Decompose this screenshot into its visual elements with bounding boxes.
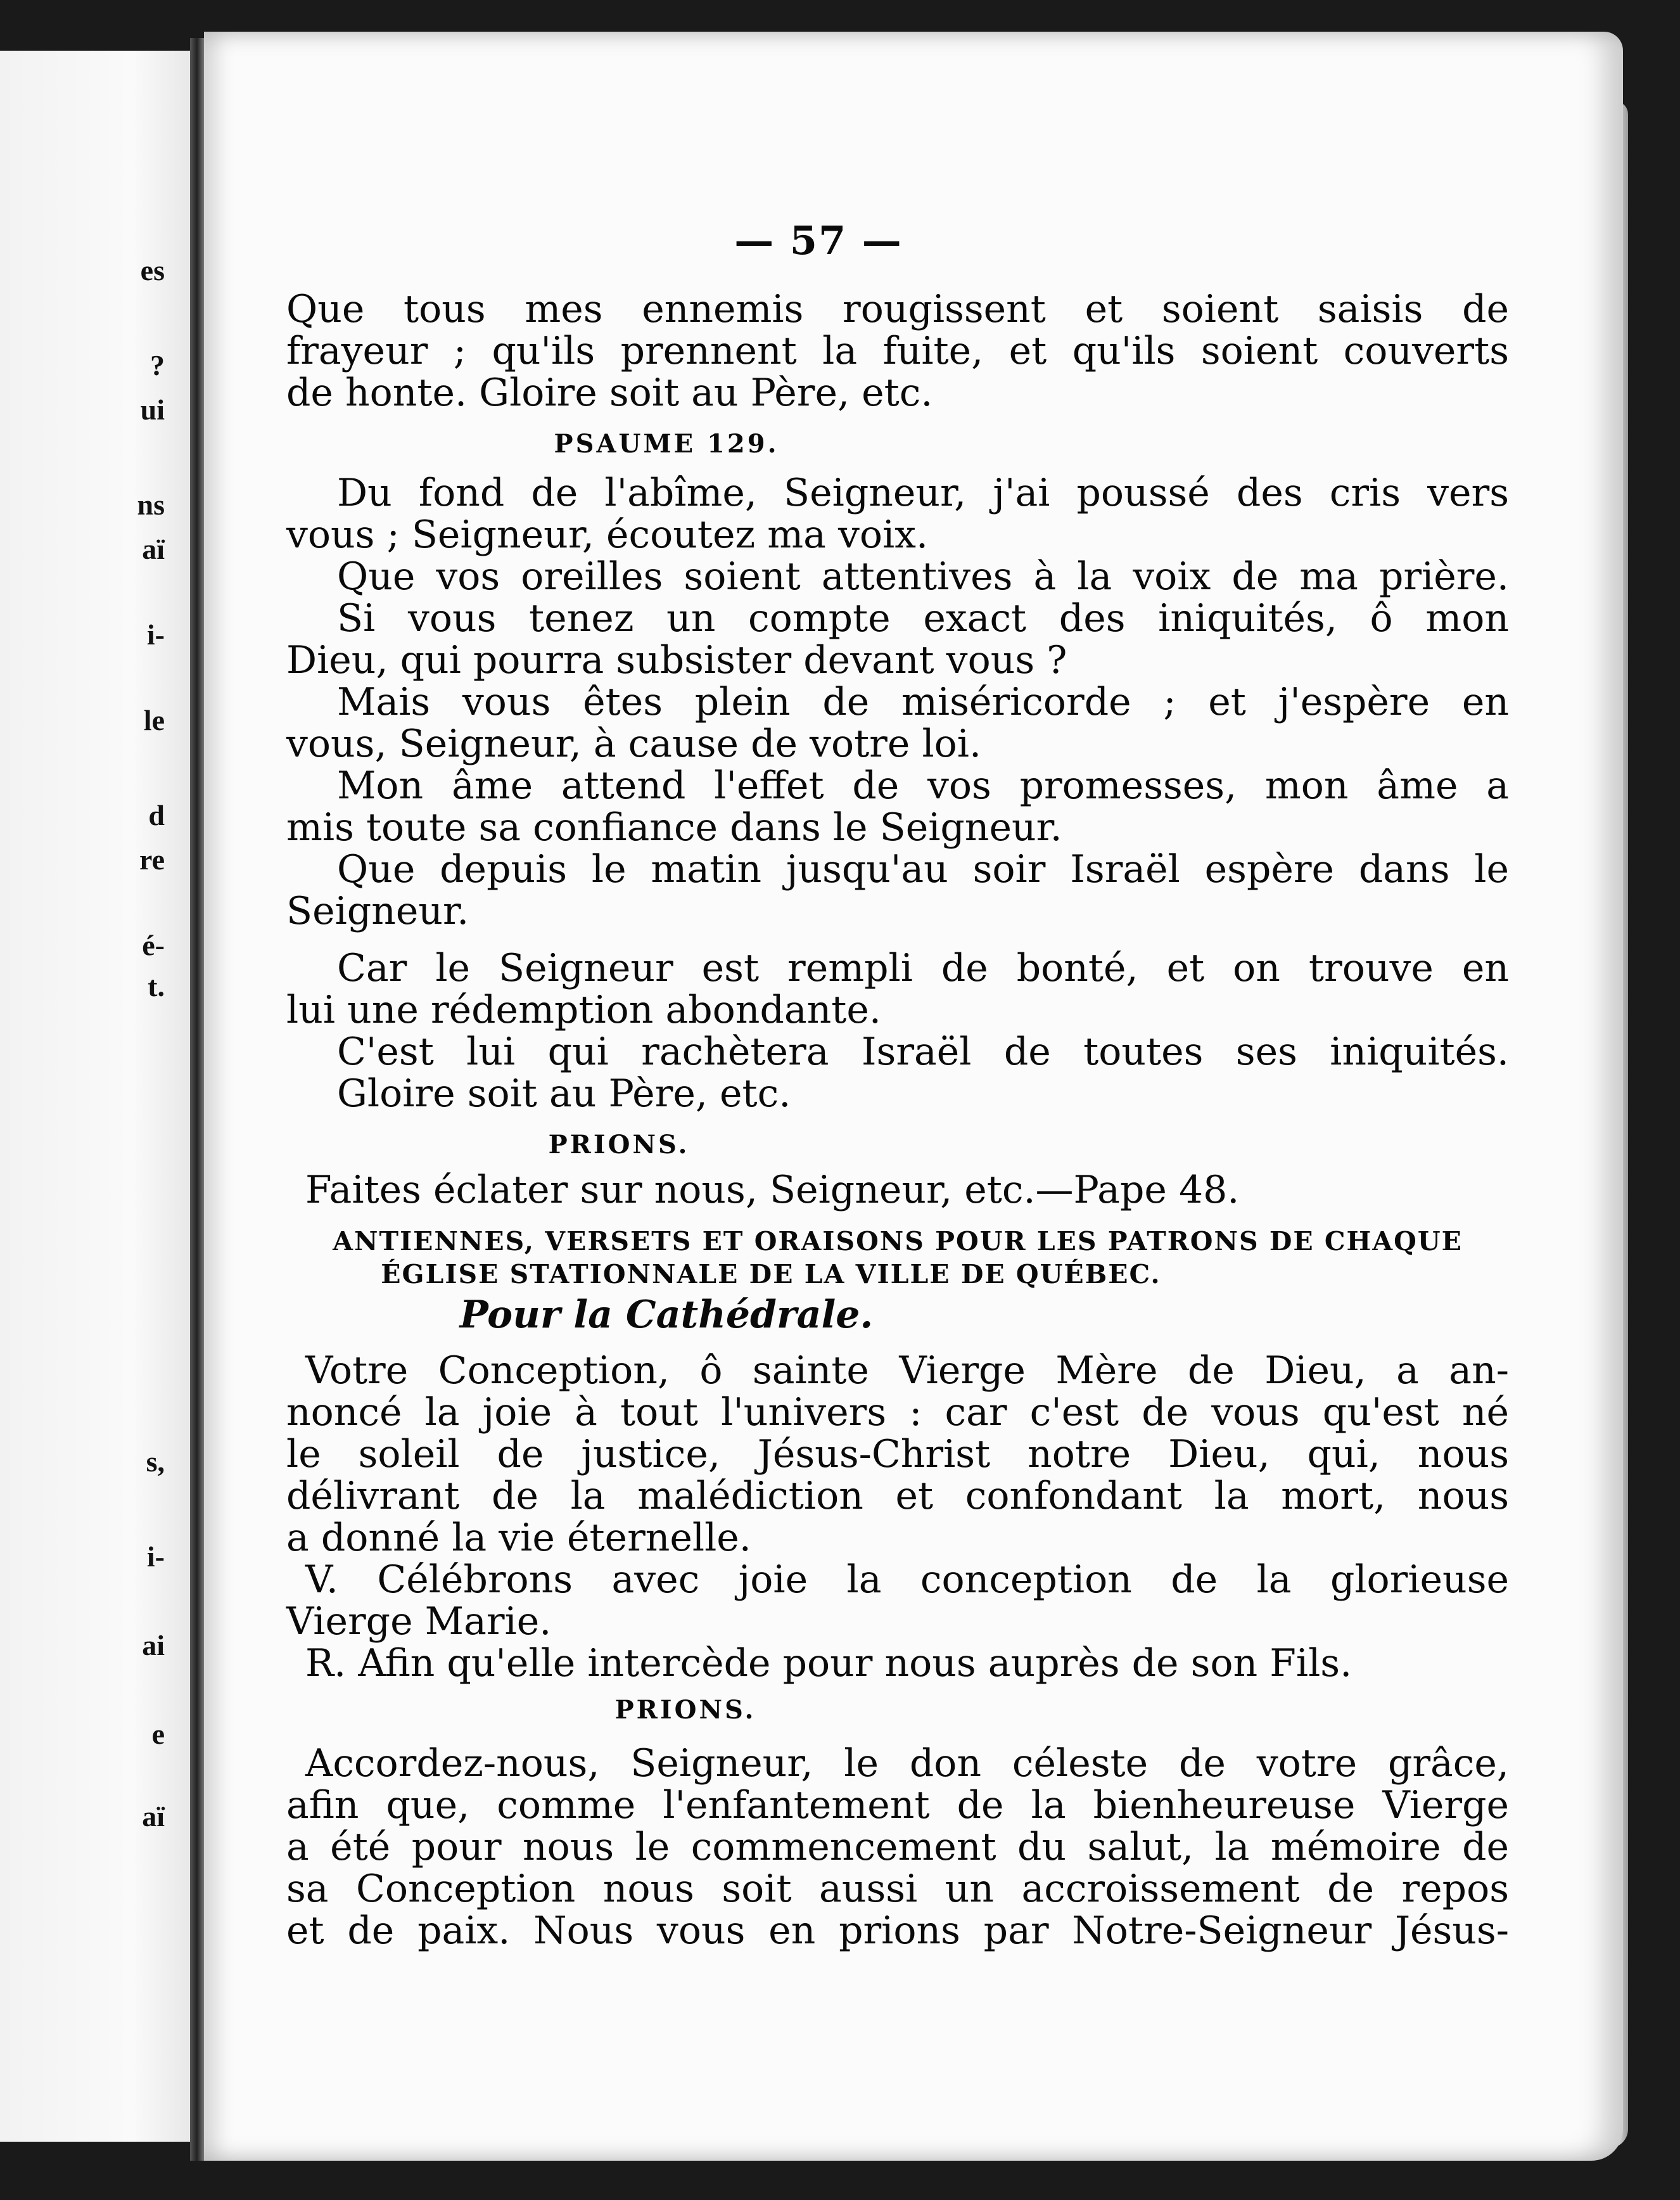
left-fragment: ns <box>137 489 165 521</box>
text-line: mis toute sa confiance dans le Seigneur. <box>286 805 1062 850</box>
left-fragment: aï <box>142 1800 165 1832</box>
text-line: noncé la joie à tout l'univers : car c'est de vous qu'est né <box>286 1390 1509 1435</box>
prions-heading: PRIONS. <box>548 1130 690 1160</box>
text-line: le soleil de justice, Jésus-Christ notre Dieu, qui, nous <box>286 1432 1509 1476</box>
text-line: afin que, comme l'enfantement de la bienheureuse Vierge <box>286 1783 1509 1827</box>
left-page <box>0 51 190 2142</box>
section-heading: ÉGLISE STATIONNALE DE LA VILLE DE QUÉBEC. <box>381 1259 1161 1289</box>
text-line: vous, Seigneur, à cause de votre loi. <box>286 722 982 766</box>
left-fragment: ai <box>142 1629 165 1661</box>
text-line: vous ; Seigneur, écoutez ma voix. <box>286 513 929 557</box>
left-fragment: re <box>139 843 165 876</box>
left-fragment: d <box>148 799 165 831</box>
text-line: sa Conception nous soit aussi un accroissement de repos <box>286 1867 1509 1911</box>
text-line: Vierge Marie. <box>286 1599 552 1644</box>
left-fragment: é- <box>142 929 165 961</box>
text-line: Car le Seigneur est rempli de bonté, et on trouve en <box>337 946 1509 990</box>
section-heading: ANTIENNES, VERSETS ET ORAISONS POUR LES PATRONS DE CHAQUE <box>333 1226 1463 1257</box>
left-fragment: es <box>140 254 165 286</box>
text-line: Du fond de l'abîme, Seigneur, j'ai poussé des cris vers <box>337 471 1509 515</box>
text-line: C'est lui qui rachètera Israël de toutes ses iniquités. <box>337 1030 1509 1074</box>
text-line: Mais vous êtes plein de miséricorde ; et j'espère en <box>337 680 1509 724</box>
psalm-heading: PSAUME 129. <box>554 429 779 459</box>
section-subtitle: Pour la Cathédrale. <box>459 1293 874 1337</box>
text-line: Que vos oreilles soient attentives à la voix de ma prière. <box>337 554 1509 599</box>
prions-heading: PRIONS. <box>614 1695 756 1725</box>
text-line: a donné la vie éternelle. <box>286 1516 751 1560</box>
text-line: Dieu, qui pourra subsister devant vous ? <box>286 638 1067 682</box>
text-line: Gloire soit au Père, etc. <box>337 1071 791 1116</box>
right-page <box>204 32 1623 2161</box>
text-line: a été pour nous le commencement du salut, la mémoire de <box>286 1825 1509 1869</box>
text-line: frayeur ; qu'ils prennent la fuite, et qu'ils soient couverts <box>286 329 1509 373</box>
text-line: de honte. Gloire soit au Père, etc. <box>286 371 933 415</box>
text-line: V. Célébrons avec joie la conception de la glorieuse <box>305 1557 1509 1602</box>
text-line: Faites éclater sur nous, Seigneur, etc.—Pape 48. <box>305 1168 1240 1212</box>
page-number: — 57 — <box>734 217 903 264</box>
left-fragment: ? <box>150 349 165 381</box>
left-fragment: aï <box>142 533 165 565</box>
text-line: Que depuis le matin jusqu'au soir Israël espère dans le <box>337 847 1509 892</box>
text-line: Votre Conception, ô sainte Vierge Mère de Dieu, a an- <box>305 1348 1509 1393</box>
left-fragment: i- <box>146 1540 165 1573</box>
left-fragment: t. <box>148 970 165 1002</box>
left-fragment: e <box>151 1718 165 1750</box>
text-line: Si vous tenez un compte exact des iniquités, ô mon <box>337 596 1509 641</box>
text-line: et de paix. Nous vous en prions par Notre-Seigneur Jésus- <box>286 1909 1509 1953</box>
text-line: Que tous mes ennemis rougissent et soient saisis de <box>286 287 1509 331</box>
text-line: Accordez-nous, Seigneur, le don céleste de votre grâce, <box>305 1741 1509 1786</box>
left-fragment: le <box>143 704 165 736</box>
text-line: délivrant de la malédiction et confondant la mort, nous <box>286 1474 1509 1518</box>
left-fragment: s, <box>146 1445 165 1478</box>
text-line: R. Afin qu'elle intercède pour nous auprès de son Fils. <box>305 1641 1352 1685</box>
left-fragment: i- <box>146 618 165 651</box>
text-line: Mon âme attend l'effet de vos promesses, mon âme a <box>337 764 1509 808</box>
text-line: lui une rédemption abondante. <box>286 988 881 1032</box>
book-gutter <box>190 38 204 2161</box>
left-fragment: ui <box>140 393 165 426</box>
text-line: Seigneur. <box>286 889 469 933</box>
